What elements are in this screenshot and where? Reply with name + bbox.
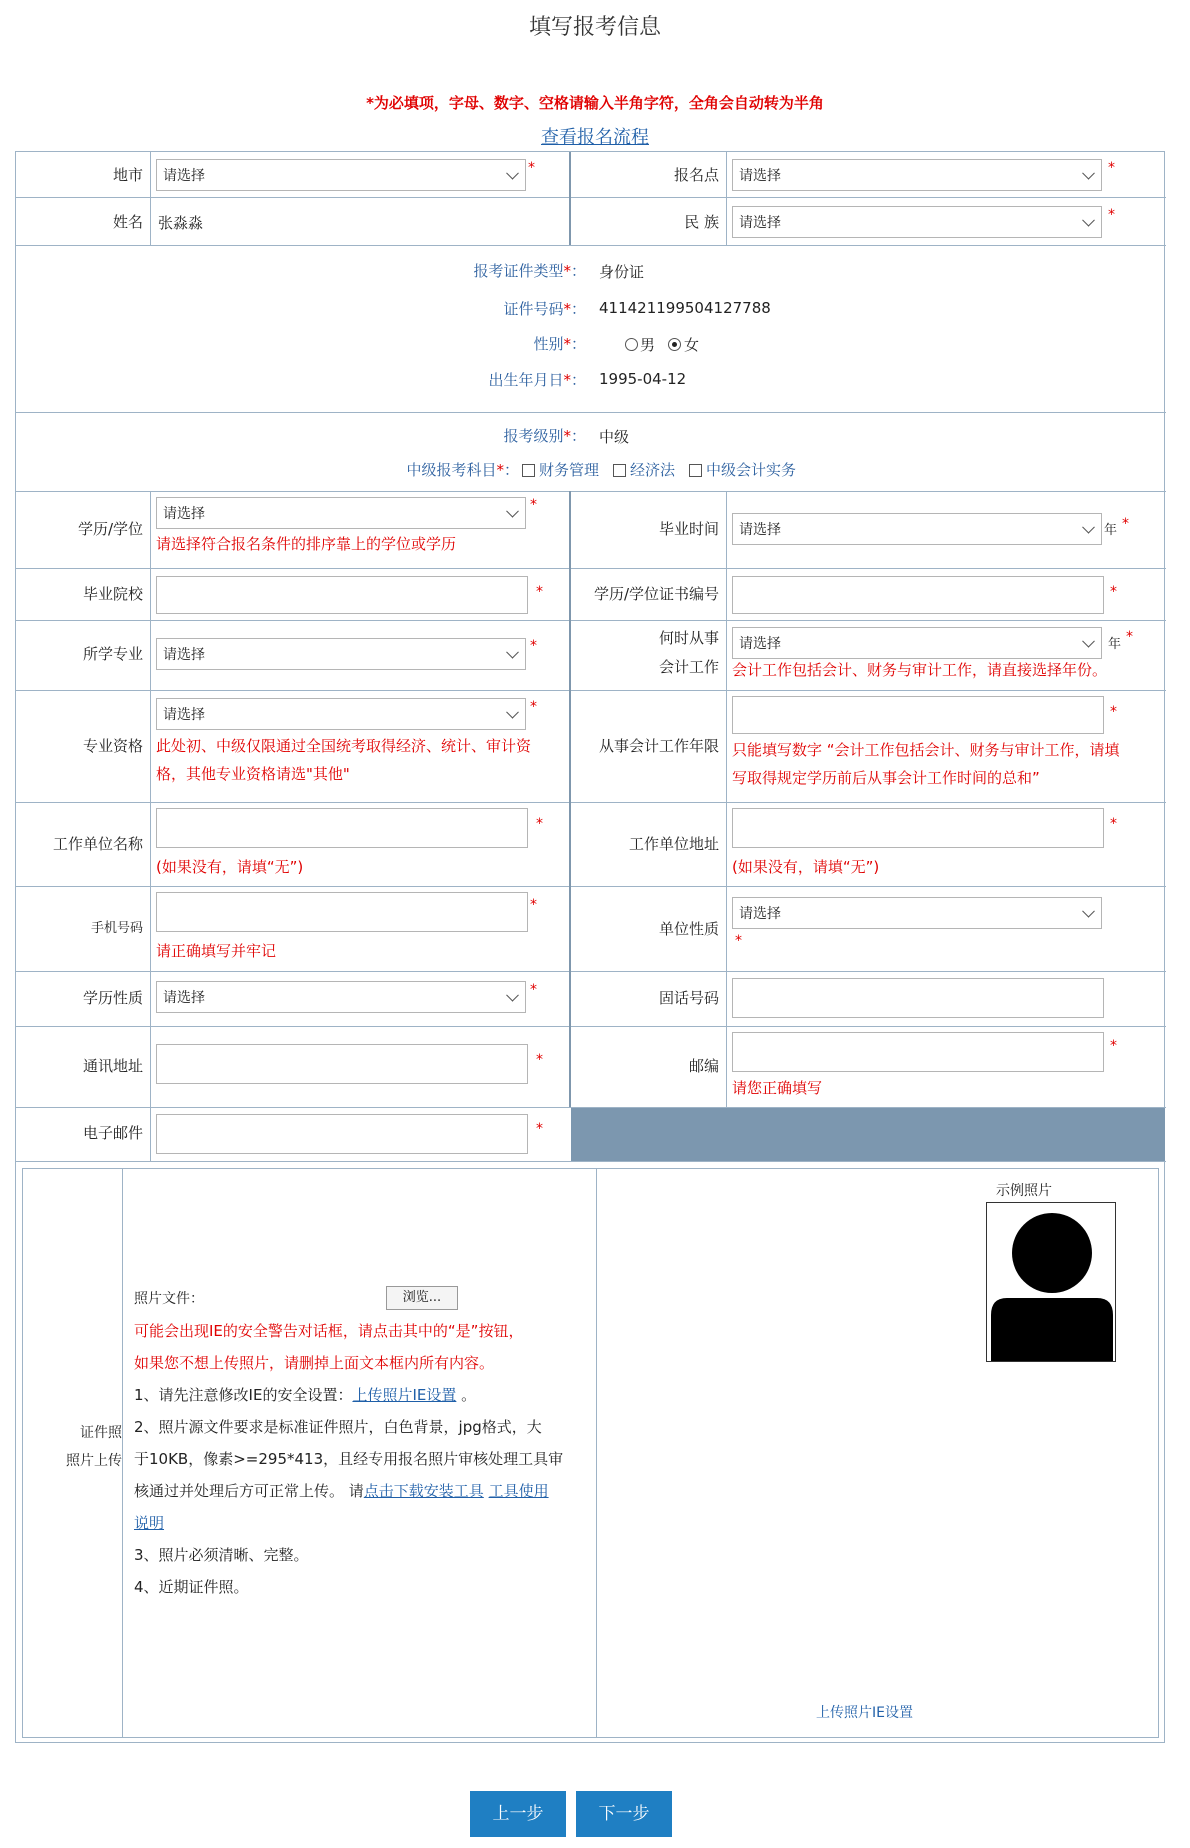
city-label: 地市 bbox=[112, 166, 143, 184]
chevron-down-icon bbox=[1082, 635, 1095, 648]
site-select[interactable]: 请选择 bbox=[732, 159, 1102, 191]
browse-button[interactable]: 浏览... bbox=[386, 1286, 458, 1310]
prev-button[interactable]: 上一步 bbox=[470, 1791, 566, 1837]
chevron-down-icon bbox=[1082, 167, 1095, 180]
email-input[interactable] bbox=[156, 1114, 528, 1154]
photo-instructions: 可能会出现IE的安全警告对话框，请点击其中的“是”按钮， 如果您不想上传照片，请删掉上面文本框内所有内容。 1、请先注意修改IE的安全设置：上传照片IE设置 。 2、照片源文件要求是标准证件照片，白色背景，jpg格式，大 于10KB，像素>=295*413，且经专用报名照片审核处理工具审 核通过并处理后方可正常上传。 请点击下载安装工具 工具使用 说明 3、照片必须清晰、完整。 4、近期证件照。 bbox=[134, 1322, 564, 1596]
work-years-label: 从事会计工作年限 bbox=[598, 737, 719, 755]
name-label: 姓名 bbox=[112, 213, 143, 231]
mail-address-label: 通讯地址 bbox=[82, 1057, 143, 1075]
id-type-label: 报考证件类型*： bbox=[473, 262, 586, 280]
degree-select[interactable]: 请选择 bbox=[156, 497, 526, 529]
employer-label: 工作单位名称 bbox=[52, 835, 143, 853]
subject-finance-label: 财务管理 bbox=[539, 461, 600, 479]
employer-input[interactable] bbox=[156, 808, 528, 848]
page-title: 填写报考信息 bbox=[528, 15, 661, 40]
zip-input[interactable] bbox=[732, 1032, 1104, 1072]
mobile-hint: 请正确填写并牢记 bbox=[156, 942, 277, 960]
sample-photo-label: 示例照片 bbox=[996, 1183, 1052, 1199]
chevron-down-icon bbox=[1082, 905, 1095, 918]
id-type-value: 身份证 bbox=[599, 263, 645, 281]
employer-address-hint: (如果没有，请填“无”) bbox=[732, 858, 880, 876]
unit-type-label: 单位性质 bbox=[658, 920, 719, 938]
photo-section-label-1: 证件照 bbox=[80, 1425, 122, 1441]
registration-form: 地市 请选择 * 报名点 请选择 * 姓名 张淼淼 民 族 请选择 * 报考证件类型*： 身份证 证件号码*： 411421199504127788 性别*： 男 女 出生年月日*： 1995-04-12 报考级别*： 中级 中级报考科目*： 财务管理 经济法 中级会计实务 学历/学位 请选择 * 请选择符合报名条件的排序靠上的学位或学历 毕业时间 请选择 年 * 毕业院校 * 学历/学位证书编号 * 所学专业 请选择 * 何时从事 会计工作 请选择 年 * 会计工作包括会计、财务与审计工作，请直接选择年份。 专业资格 请选择 * 此处初、中级仅限通过全国统考取得经济、统计、审计资 格，其他专业资格请选"其他" 从事会计工作年限 * 只能填写数字 “会计工作包括会计、财务与审计工作，请填 写取得规定学历前后从事会计工作时间的总和” 工作单位名称 * (如果没有，请填“无”) 工作单位地址 * (如果没有，请填“无”) 手机号码 * 请正确填写并牢记 单位性质 请选择 * 学历性质 请选择 * 固话号码 通讯地址 * 邮编 * 请您正确填写 电子邮件 * 证件照 照片上传 照片文件： 浏览... 可能会出现IE的安全警告对话框，请点击其中的“是”按钮， 如果您不想上传照片，请删掉上面文本框内所有内容。 1、请先注意修改IE的安全设置：上传照片IE设置 。 2、照片源文件要求是标准证件照片，白色背景，jpg格式，大 于10KB，像素>=295*413，且经专用报名照片审核处理工具审 核通过并处理后方可正常上传。 请点击下载安装工具 工具使用 说明 3、照片必须清晰、完整。 4、近期证件照。 示例照片 上传照片IE设置 bbox=[15, 151, 1165, 1743]
work-start-label-1: 何时从事 bbox=[658, 629, 719, 647]
email-label: 电子邮件 bbox=[82, 1124, 143, 1142]
view-flow-link[interactable]: 查看报名流程 bbox=[541, 127, 649, 148]
name-value: 张淼淼 bbox=[158, 214, 204, 232]
major-label: 所学专业 bbox=[82, 645, 143, 663]
cert-no-input[interactable] bbox=[732, 576, 1104, 614]
employer-address-input[interactable] bbox=[732, 808, 1104, 848]
id-no-value: 411421199504127788 bbox=[599, 299, 771, 317]
school-label: 毕业院校 bbox=[82, 585, 143, 603]
work-years-hint-2: 写取得规定学历前后从事会计工作时间的总和” bbox=[732, 769, 1040, 787]
site-label: 报名点 bbox=[673, 166, 719, 184]
work-start-hint: 会计工作包括会计、财务与审计工作，请直接选择年份。 bbox=[732, 661, 1108, 679]
grad-time-label: 毕业时间 bbox=[658, 520, 719, 538]
chevron-down-icon bbox=[506, 989, 519, 1002]
tool-usage-link-cont[interactable]: 说明 bbox=[134, 1514, 165, 1532]
employer-address-label: 工作单位地址 bbox=[628, 835, 719, 853]
subject-checkbox-finance[interactable] bbox=[522, 464, 535, 477]
landline-label: 固话号码 bbox=[658, 989, 719, 1007]
degree-label: 学历/学位 bbox=[77, 520, 143, 538]
birth-label: 出生年月日*： bbox=[488, 371, 586, 389]
work-start-select[interactable]: 请选择 bbox=[732, 627, 1102, 659]
ethnic-label: 民 族 bbox=[684, 213, 719, 231]
next-button[interactable]: 下一步 bbox=[576, 1791, 672, 1837]
mail-address-input[interactable] bbox=[156, 1044, 528, 1084]
work-years-hint-1: 只能填写数字 “会计工作包括会计、财务与审计工作，请填 bbox=[732, 741, 1120, 759]
grad-time-select[interactable]: 请选择 bbox=[732, 513, 1102, 545]
required-notice: *为必填项，字母、数字、空格请输入半角字符，全角会自动转为半角 bbox=[366, 94, 824, 112]
qualification-label: 专业资格 bbox=[82, 737, 143, 755]
mobile-label: 手机号码 bbox=[90, 921, 143, 936]
download-tool-link[interactable]: 点击下载安装工具 bbox=[363, 1482, 484, 1500]
subject-law-label: 经济法 bbox=[630, 461, 676, 479]
gender-male-radio[interactable] bbox=[625, 338, 638, 351]
ie-setting-link[interactable]: 上传照片IE设置 bbox=[352, 1386, 457, 1404]
edu-type-select[interactable]: 请选择 bbox=[156, 981, 526, 1013]
level-label: 报考级别*： bbox=[503, 427, 586, 445]
chevron-down-icon bbox=[1082, 521, 1095, 534]
chevron-down-icon bbox=[506, 167, 519, 180]
birth-value: 1995-04-12 bbox=[599, 370, 687, 388]
work-years-input[interactable] bbox=[732, 696, 1104, 734]
zip-hint: 请您正确填写 bbox=[732, 1079, 823, 1097]
tool-usage-link[interactable]: 工具使用 bbox=[488, 1482, 549, 1500]
ethnic-select[interactable]: 请选择 bbox=[732, 206, 1102, 238]
subject-practice-label: 中级会计实务 bbox=[706, 461, 797, 479]
qualification-hint-1: 此处初、中级仅限通过全国统考取得经济、统计、审计资 bbox=[156, 737, 532, 755]
chevron-down-icon bbox=[506, 505, 519, 518]
school-input[interactable] bbox=[156, 576, 528, 614]
zip-label: 邮编 bbox=[688, 1057, 719, 1075]
subjects-label: 中级报考科目*： bbox=[406, 461, 519, 479]
gender-male-label: 男 bbox=[640, 336, 656, 354]
subject-checkbox-practice[interactable] bbox=[689, 464, 702, 477]
cert-no-label: 学历/学位证书编号 bbox=[593, 585, 719, 603]
city-select[interactable]: 请选择 bbox=[156, 159, 526, 191]
unit-type-select[interactable]: 请选择 bbox=[732, 897, 1102, 929]
chevron-down-icon bbox=[506, 646, 519, 659]
mobile-input[interactable] bbox=[156, 892, 528, 932]
ie-setting-bottom-link[interactable]: 上传照片IE设置 bbox=[816, 1705, 913, 1721]
id-no-label: 证件号码*： bbox=[503, 300, 586, 318]
blank-gray-cell bbox=[571, 1108, 1165, 1161]
qualification-hint-2: 格，其他专业资格请选"其他" bbox=[156, 765, 350, 783]
gender-label: 性别*： bbox=[533, 335, 586, 353]
gender-female-label: 女 bbox=[684, 336, 700, 354]
employer-hint: (如果没有，请填“无”) bbox=[156, 858, 304, 876]
subject-checkbox-law[interactable] bbox=[613, 464, 626, 477]
major-select[interactable]: 请选择 bbox=[156, 638, 526, 670]
photo-file-label: 照片文件： bbox=[134, 1291, 204, 1307]
landline-input[interactable] bbox=[732, 978, 1104, 1018]
gender-female-radio[interactable] bbox=[668, 338, 681, 351]
person-silhouette-icon bbox=[987, 1203, 1116, 1362]
sample-photo bbox=[986, 1202, 1116, 1362]
photo-section-label-2: 照片上传 bbox=[66, 1453, 122, 1469]
chevron-down-icon bbox=[506, 706, 519, 719]
degree-hint: 请选择符合报名条件的排序靠上的学位或学历 bbox=[156, 535, 457, 553]
work-start-label-2: 会计工作 bbox=[658, 658, 719, 676]
edu-type-label: 学历性质 bbox=[82, 989, 143, 1007]
chevron-down-icon bbox=[1082, 214, 1095, 227]
level-value: 中级 bbox=[599, 428, 630, 446]
qualification-select[interactable]: 请选择 bbox=[156, 698, 526, 730]
